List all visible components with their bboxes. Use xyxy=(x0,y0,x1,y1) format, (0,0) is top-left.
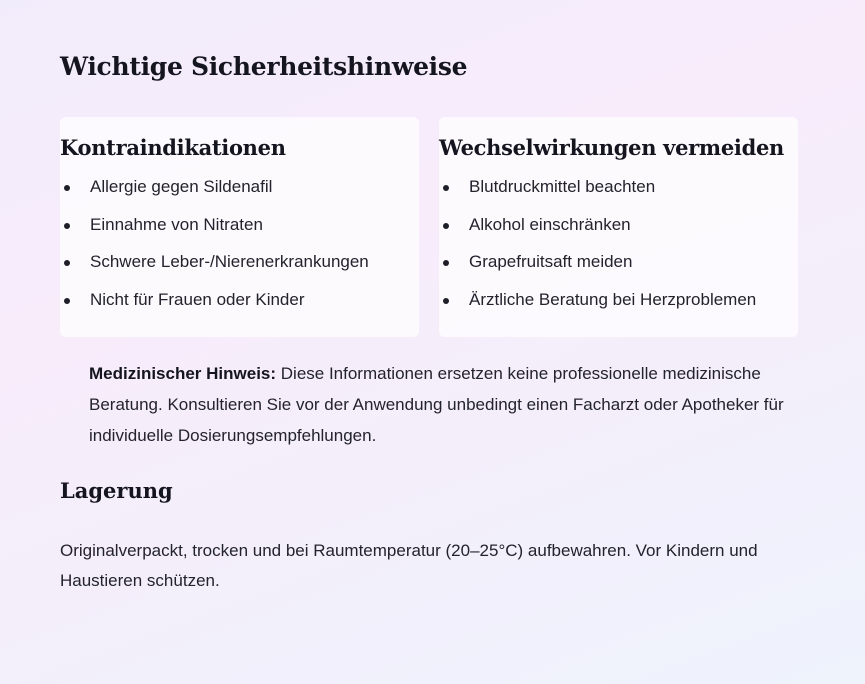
interactions-list xyxy=(439,177,756,327)
storage-title: Lagerung xyxy=(60,478,173,503)
list-item xyxy=(439,215,756,253)
list-item-text: Einnahme von Nitraten xyxy=(90,214,263,234)
list-item xyxy=(60,215,369,253)
bullet-icon xyxy=(64,298,70,304)
page-title: Wichtige Sicherheitshinweise xyxy=(60,52,468,81)
list-item xyxy=(60,290,369,328)
storage-text: Originalverpackt, trocken und bei Raumtemperatur (20–25°C) aufbewahren. Vor Kindern und Haustieren schützen. xyxy=(60,541,758,590)
medical-notice-text: Diese Informationen ersetzen keine professionelle medizinische Beratung. Konsultieren Sie vor der Anwendung unbedingt einen Facharzt oder Apotheker für individuelle Dosierungsempfehlungen. xyxy=(89,364,784,445)
list-item xyxy=(60,177,369,215)
list-item-text: Blutdruckmittel beachten xyxy=(469,177,656,196)
info-cards xyxy=(60,117,798,337)
medical-notice xyxy=(89,358,799,451)
bullet-icon xyxy=(64,223,70,229)
bullet-icon xyxy=(443,298,449,304)
interactions-card xyxy=(439,117,798,337)
list-item-text: Nicht für Frauen oder Kinder xyxy=(90,289,305,309)
list-item xyxy=(439,290,756,328)
bullet-icon xyxy=(64,260,70,266)
list-item xyxy=(60,252,369,290)
contraindications-card xyxy=(60,117,419,337)
contraindications-title: Kontraindikationen xyxy=(60,135,286,160)
bullet-icon xyxy=(443,185,449,191)
bullet-icon xyxy=(443,260,449,266)
list-item-text: Schwere Leber-/Nierenerkrankungen xyxy=(90,252,369,271)
contraindications-list xyxy=(60,177,369,327)
list-item xyxy=(439,252,756,290)
medical-notice-label: Medizinischer Hinweis: xyxy=(89,364,277,383)
list-item-text: Ärztliche Beratung bei Herzproblemen xyxy=(469,289,757,309)
list-item-text: Allergie gegen Sildenafil xyxy=(90,177,273,196)
interactions-title: Wechselwirkungen vermeiden xyxy=(439,135,784,160)
list-item-text: Grapefruitsaft meiden xyxy=(469,252,633,271)
bullet-icon xyxy=(64,185,70,191)
bullet-icon xyxy=(443,223,449,229)
list-item-text: Alkohol einschränken xyxy=(469,214,631,234)
list-item xyxy=(439,177,756,215)
